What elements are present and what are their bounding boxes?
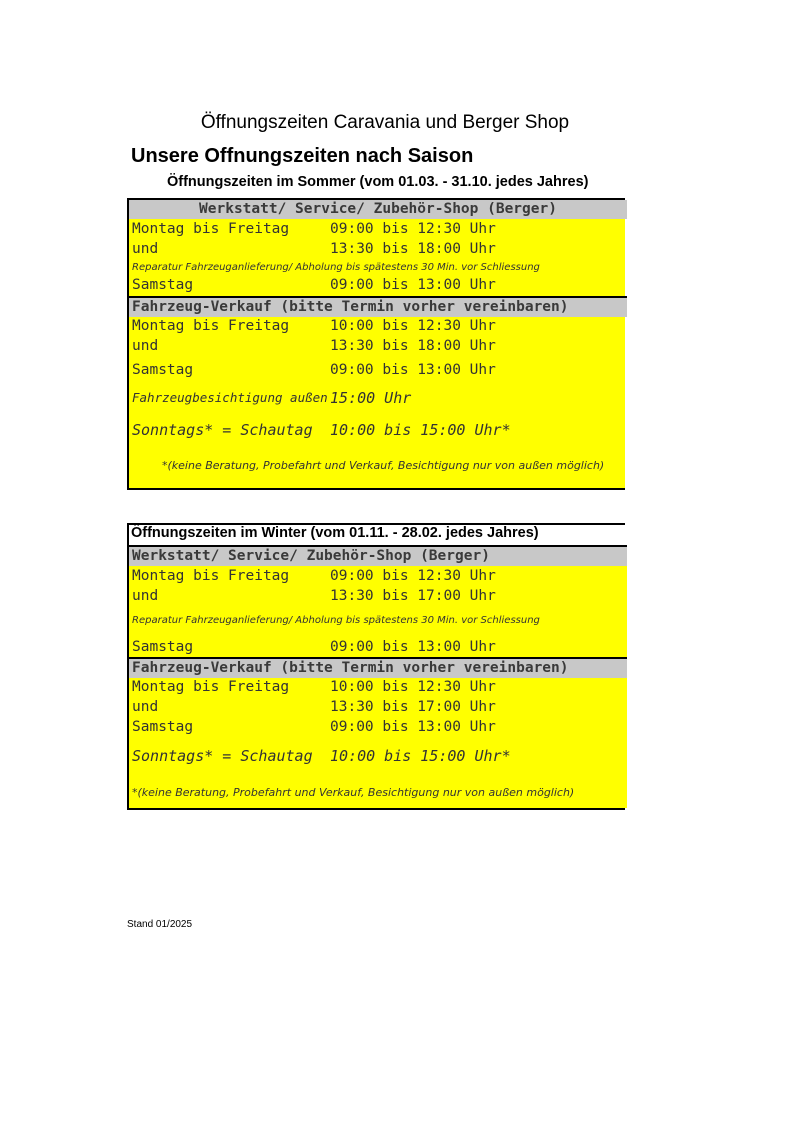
time-value: 13:30 bis 17:00 Uhr xyxy=(330,699,496,715)
day-label: Montag bis Freitag xyxy=(132,568,290,584)
time-value: 10:00 bis 12:30 Uhr xyxy=(330,318,496,334)
time-value: 09:00 bis 13:00 Uhr xyxy=(330,277,496,293)
summer-heading: Öffnungszeiten im Sommer (vom 01.03. - 31.10. jedes Jahres) xyxy=(167,174,589,190)
winter-heading: Öffnungszeiten im Winter (vom 01.11. - 28.02. jedes Jahres) xyxy=(131,525,539,541)
day-label: Montag bis Freitag xyxy=(132,221,290,237)
day-label: Montag bis Freitag xyxy=(132,679,290,695)
winter-workshop-note: Reparatur Fahrzeuganlieferung/ Abholung bis spätestens 30 Min. vor Schliessung xyxy=(132,615,540,626)
time-value: 13:30 bis 18:00 Uhr xyxy=(330,338,496,354)
time-value: 15:00 Uhr xyxy=(330,389,412,407)
page-subtitle: Unsere Offnungszeiten nach Saison xyxy=(131,145,474,167)
summer-workshop-note: Reparatur Fahrzeuganlieferung/ Abholung bis spätestens 30 Min. vor Schliessung xyxy=(132,262,540,273)
day-label: Montag bis Freitag xyxy=(132,318,290,334)
day-label: und xyxy=(132,241,159,257)
day-label: Fahrzeugbesichtigung außen xyxy=(132,390,328,405)
day-label: Sonntags* = Schautag xyxy=(132,747,313,765)
day-label: Samstag xyxy=(132,719,194,735)
summer-workshop-header: Werkstatt/ Service/ Zubehör-Shop (Berger) xyxy=(129,200,627,219)
day-label: und xyxy=(132,588,159,604)
day-label: Samstag xyxy=(132,362,194,378)
time-value: 09:00 bis 13:00 Uhr xyxy=(330,362,496,378)
document-title: Öffnungszeiten Caravania und Berger Shop xyxy=(200,112,570,133)
summer-sales-header: Fahrzeug-Verkauf (bitte Termin vorher vereinbaren) xyxy=(129,298,627,317)
time-value: 10:00 bis 15:00 Uhr* xyxy=(330,421,511,439)
version-stamp: Stand 01/2025 xyxy=(127,919,193,930)
time-value: 10:00 bis 12:30 Uhr xyxy=(330,679,496,695)
time-value: 13:30 bis 17:00 Uhr xyxy=(330,588,496,604)
summer-sales-footnote: *(keine Beratung, Probefahrt und Verkauf, Besichtigung nur von außen möglich) xyxy=(162,459,605,472)
time-value: 09:00 bis 13:00 Uhr xyxy=(330,719,496,735)
winter-schedule xyxy=(127,523,625,810)
time-value: 10:00 bis 15:00 Uhr* xyxy=(330,747,511,765)
day-label: Sonntags* = Schautag xyxy=(132,421,313,439)
winter-sales-header: Fahrzeug-Verkauf (bitte Termin vorher vereinbaren) xyxy=(129,659,627,678)
time-value: 13:30 bis 18:00 Uhr xyxy=(330,241,496,257)
time-value: 09:00 bis 12:30 Uhr xyxy=(330,568,496,584)
summer-schedule xyxy=(127,198,625,490)
day-label: Samstag xyxy=(132,639,194,655)
day-label: Samstag xyxy=(132,277,194,293)
day-label: und xyxy=(132,338,159,354)
time-value: 09:00 bis 12:30 Uhr xyxy=(330,221,496,237)
winter-sales-footnote: *(keine Beratung, Probefahrt und Verkauf, Besichtigung nur von außen möglich) xyxy=(132,786,575,799)
winter-workshop-header: Werkstatt/ Service/ Zubehör-Shop (Berger) xyxy=(129,547,627,566)
day-label: und xyxy=(132,699,159,715)
time-value: 09:00 bis 13:00 Uhr xyxy=(330,639,496,655)
